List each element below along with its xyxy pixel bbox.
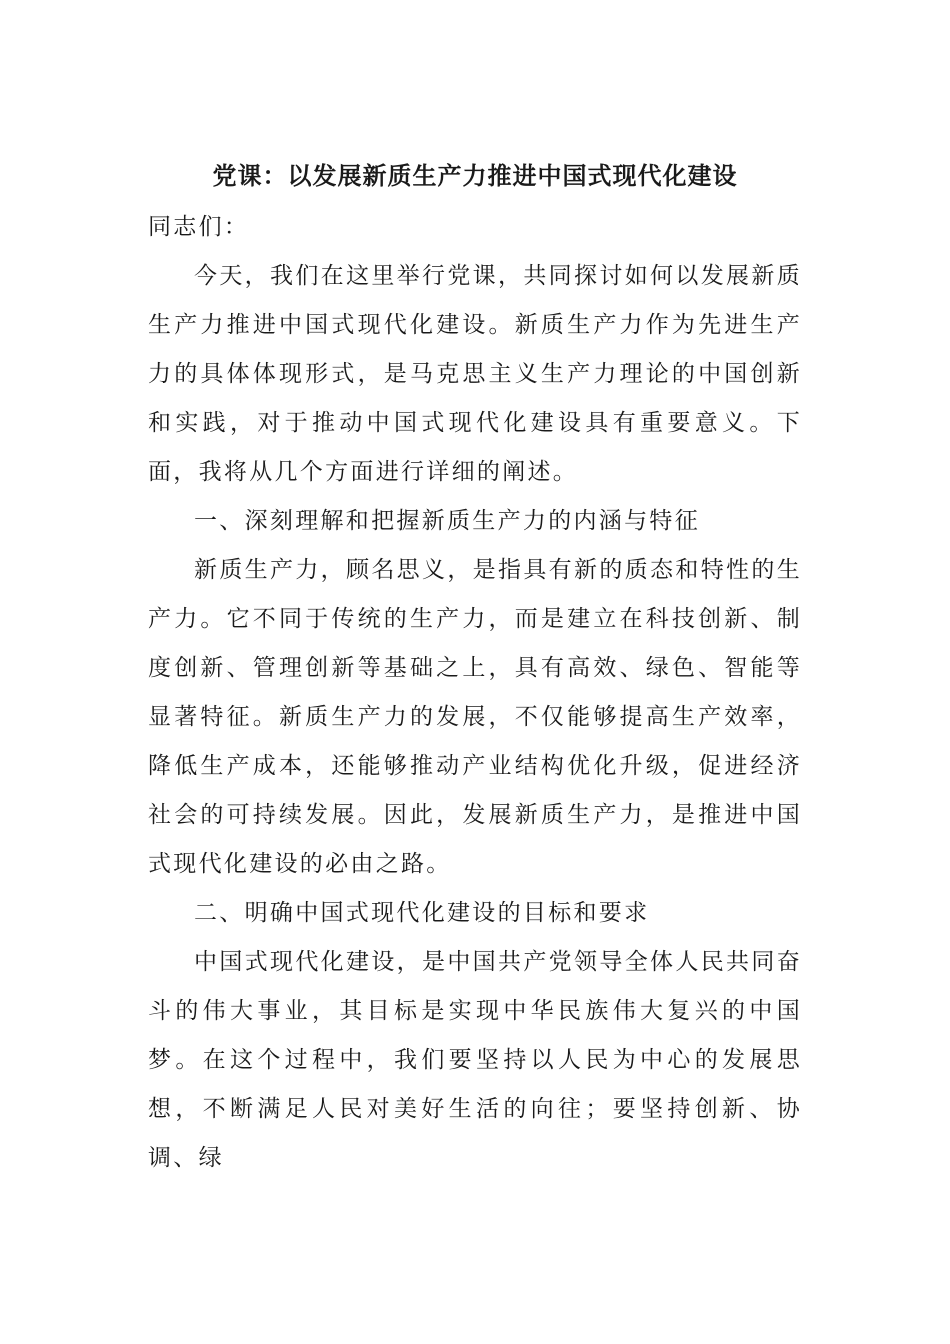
paragraph-intro: 今天，我们在这里举行党课，共同探讨如何以发展新质生产力推进中国式现代化建设。新质生产力作为先进生产力的具体体现形式，是马克思主义生产力理论的中国创新和实践，对于推动中国式现代化建设具有重要意义。下面，我将从几个方面进行详细的阐述。: [148, 263, 802, 485]
page-title: 党课：以发展新质生产力推进中国式现代化建设: [212, 161, 738, 190]
document-body: [148, 203, 802, 1183]
salutation: 同志们：: [148, 214, 250, 240]
paragraph-section-2: 中国式现代化建设，是中国共产党领导全体人民共同奋斗的伟大事业，其目标是实现中华民族伟大复兴的中国梦。在这个过程中，我们要坚持以人民为中心的发展思想，不断满足人民对美好生活的向往；要坚持创新、协调、绿: [148, 949, 802, 1171]
paragraph-section-1: 新质生产力，顾名思义，是指具有新的质态和特性的生产力。它不同于传统的生产力，而是建立在科技创新、制度创新、管理创新等基础之上，具有高效、绿色、智能等显著特征。新质生产力的发展，不仅能够提高生产效率，降低生产成本，还能够推动产业结构优化升级，促进经济社会的可持续发展。因此，发展新质生产力，是推进中国式现代化建设的必由之路。: [148, 557, 802, 877]
section-heading-1: 一、深刻理解和把握新质生产力的内涵与特征: [194, 508, 700, 534]
section-heading-2: 二、明确中国式现代化建设的目标和要求: [194, 900, 650, 926]
